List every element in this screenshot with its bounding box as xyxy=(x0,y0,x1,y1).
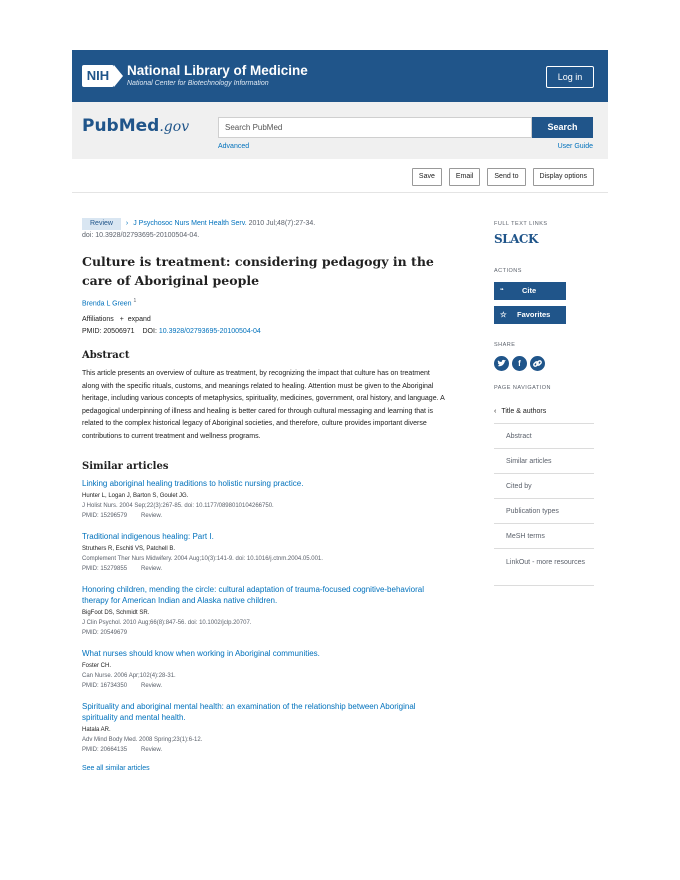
journal-link[interactable]: J Psychosoc Nurs Ment Health Serv. xyxy=(133,220,247,227)
similar-article-tag: Review. xyxy=(141,747,163,754)
similar-article-title[interactable]: What nurses should know when working in Aboriginal communities. xyxy=(82,649,320,659)
favorites-button[interactable] xyxy=(494,306,566,324)
save-button[interactable]: Save xyxy=(412,168,442,186)
expand-label[interactable]: expand xyxy=(127,316,151,324)
similar-article-tag: Review. xyxy=(141,683,163,690)
similar-article-title[interactable]: Honoring children, mending the circle: cultural adaptation of trauma-focused cognitive-behavioral therapy for American Indian and Alaska native children. xyxy=(82,585,424,606)
similar-article-ref: Can Nurse. 2006 Apr;102(4):28-31. xyxy=(82,673,176,680)
similar-article-pmid: PMID: 20664135 xyxy=(82,747,128,754)
similar-article-authors: Hunter L, Logan J, Barton S, Goulet JG. xyxy=(82,493,189,500)
similar-article-pmid-row xyxy=(82,745,447,756)
similar-articles-list xyxy=(82,478,447,756)
search-input[interactable]: Search PubMed xyxy=(218,117,532,138)
plus-icon[interactable]: + xyxy=(119,316,124,324)
user-guide-link[interactable]: User Guide xyxy=(557,143,593,150)
publisher-link[interactable]: SLACK xyxy=(494,232,538,246)
share-buttons xyxy=(494,356,594,371)
page-navigation xyxy=(494,399,594,586)
advanced-search-link[interactable]: Advanced xyxy=(218,143,250,150)
org-subtitle: National Center for Biotechnology Information xyxy=(127,80,269,87)
facebook-glyph: f xyxy=(518,359,521,368)
similar-article-title[interactable]: Traditional indigenous healing: Part I. xyxy=(82,532,214,542)
date-pages: 2010 Jul;48(7):27-34. xyxy=(248,220,316,227)
similar-article-pmid-row xyxy=(82,681,447,692)
similar-article-authors: Foster CH. xyxy=(82,663,112,670)
actions-heading: ACTIONS xyxy=(494,268,522,274)
list-item xyxy=(82,584,447,639)
favorites-label: Favorites xyxy=(517,310,551,319)
star-icon: ☆ xyxy=(500,310,507,319)
similar-article-title[interactable]: Linking aboriginal healing traditions to holistic nursing practice. xyxy=(82,479,304,489)
send-to-button[interactable]: Send to xyxy=(487,168,525,186)
cite-button[interactable] xyxy=(494,282,566,300)
pubmed-logo-gov: .gov xyxy=(159,119,190,135)
article-toolbar xyxy=(412,168,594,186)
similar-article-ref: Complement Ther Nurs Midwifery. 2004 Aug;10(3):141-9. doi: 10.1016/j.ctnm.2004.05.001. xyxy=(82,556,323,563)
similar-article-ref: J Clin Psychol. 2010 Aug;66(8):847-56. doi: 10.1002/jclp.20707. xyxy=(82,620,252,627)
list-item xyxy=(82,701,447,756)
nih-header xyxy=(72,50,608,102)
affiliations-row[interactable] xyxy=(82,316,447,323)
similar-article-pmid-row xyxy=(82,511,447,522)
nav-item-title-authors[interactable] xyxy=(494,399,594,424)
see-all-similar-link[interactable]: See all similar articles xyxy=(82,765,150,773)
similar-article-authors: Hatala AR. xyxy=(82,727,111,734)
similar-article-pmid-row xyxy=(82,564,447,575)
chevron-right-icon: › xyxy=(125,220,129,227)
similar-article-ref: J Holist Nurs. 2004 Sep;22(3):267-85. doi: 10.1177/0898010104266750. xyxy=(82,503,274,510)
similar-article-tag: Review. xyxy=(141,566,163,573)
twitter-icon[interactable] xyxy=(494,356,509,371)
search-band xyxy=(72,102,608,159)
review-badge: Review xyxy=(82,218,121,230)
nav-item-publication-types[interactable]: Publication types xyxy=(494,499,594,524)
list-item xyxy=(82,531,447,575)
citation-row xyxy=(82,218,447,230)
similar-article-authors: Struthers R, Eschiti VS, Patchell B. xyxy=(82,546,176,553)
author-affiliation-number[interactable]: 1 xyxy=(133,298,137,304)
nih-logo-icon[interactable]: NIH xyxy=(82,65,114,87)
article-main xyxy=(82,218,447,772)
similar-article-ref: Adv Mind Body Med. 2008 Spring;23(1):6-12. xyxy=(82,737,203,744)
similar-article-pmid: PMID: 15279855 xyxy=(82,566,128,573)
pubmed-logo-pub: Pub xyxy=(82,116,119,136)
display-options-button[interactable]: Display options xyxy=(533,168,594,186)
pmid: PMID: 20506971 xyxy=(82,328,135,336)
similar-article-tag: Review. xyxy=(141,513,163,520)
login-button[interactable]: Log in xyxy=(546,66,594,88)
affiliations-label: Affiliations xyxy=(82,316,114,324)
abstract-heading: Abstract xyxy=(82,350,130,362)
nav-item-mesh-terms[interactable]: MeSH terms xyxy=(494,524,594,549)
nav-item-abstract[interactable]: Abstract xyxy=(494,424,594,449)
pubmed-logo[interactable] xyxy=(82,116,189,136)
nav-item-linkout[interactable]: LinkOut - more resources xyxy=(494,549,594,586)
nav-item-label: Title & authors xyxy=(501,408,547,415)
list-item xyxy=(82,478,447,522)
list-item xyxy=(82,648,447,692)
quote-icon: “ xyxy=(500,286,504,295)
search-button[interactable]: Search xyxy=(532,117,593,138)
email-button[interactable]: Email xyxy=(449,168,481,186)
link-glyph xyxy=(530,356,545,371)
doi-line: doi: 10.3928/02793695-20100504-04. xyxy=(82,232,200,239)
similar-article-pmid-row xyxy=(82,628,447,639)
org-title[interactable]: National Library of Medicine xyxy=(127,63,308,78)
similar-articles-heading: Similar articles xyxy=(82,461,169,473)
sidebar xyxy=(494,221,594,586)
doi-label: DOI: xyxy=(142,328,157,336)
chevron-left-icon: ‹ xyxy=(494,408,497,415)
similar-article-pmid: PMID: 15296579 xyxy=(82,513,128,520)
similar-article-title[interactable]: Spirituality and aboriginal mental health: an examination of the relationship between Aboriginal spirituality and mental health. xyxy=(82,702,416,723)
identifiers-row xyxy=(82,328,447,335)
doi-link[interactable]: 10.3928/02793695-20100504-04 xyxy=(158,328,261,336)
similar-article-pmid: PMID: 20549679 xyxy=(82,630,128,637)
toolbar-divider xyxy=(72,192,608,193)
page-navigation-heading: PAGE NAVIGATION xyxy=(494,385,552,391)
similar-article-authors: BigFoot DS, Schmidt SR. xyxy=(82,610,150,617)
nav-item-similar-articles[interactable]: Similar articles xyxy=(494,449,594,474)
facebook-icon[interactable] xyxy=(512,356,527,371)
link-icon[interactable] xyxy=(530,356,545,371)
pubmed-logo-med: Med xyxy=(118,116,160,136)
twitter-glyph xyxy=(494,356,509,371)
author-link[interactable] xyxy=(82,298,447,307)
full-text-links-heading: FULL TEXT LINKS xyxy=(494,221,548,227)
similar-article-pmid: PMID: 16734350 xyxy=(82,683,128,690)
page-frame xyxy=(72,50,608,830)
author-name[interactable]: Brenda L Green xyxy=(82,300,132,308)
share-heading: SHARE xyxy=(494,342,516,348)
nav-item-cited-by[interactable]: Cited by xyxy=(494,474,594,499)
cite-label: Cite xyxy=(522,286,537,295)
article-title: Culture is treatment: considering pedagogy in the care of Aboriginal people xyxy=(82,254,434,288)
abstract-text: This article presents an overview of culture as treatment, by recognizing the impact that culture has on treatment along with the specific rituals, customs, and meanings related to healing. Attention must be given to the Aboriginal heritage, including various concepts of metaphysics, spirituality, medicines, government, oral history, and language. A pedagogical underpinning of illness and healing is better cared for through cultural messaging and learning that is related to the complex historical legacy of Aboriginal societies, and therefore, culture provides important diverse contributions to current treatment and wellness programs. xyxy=(82,370,445,440)
